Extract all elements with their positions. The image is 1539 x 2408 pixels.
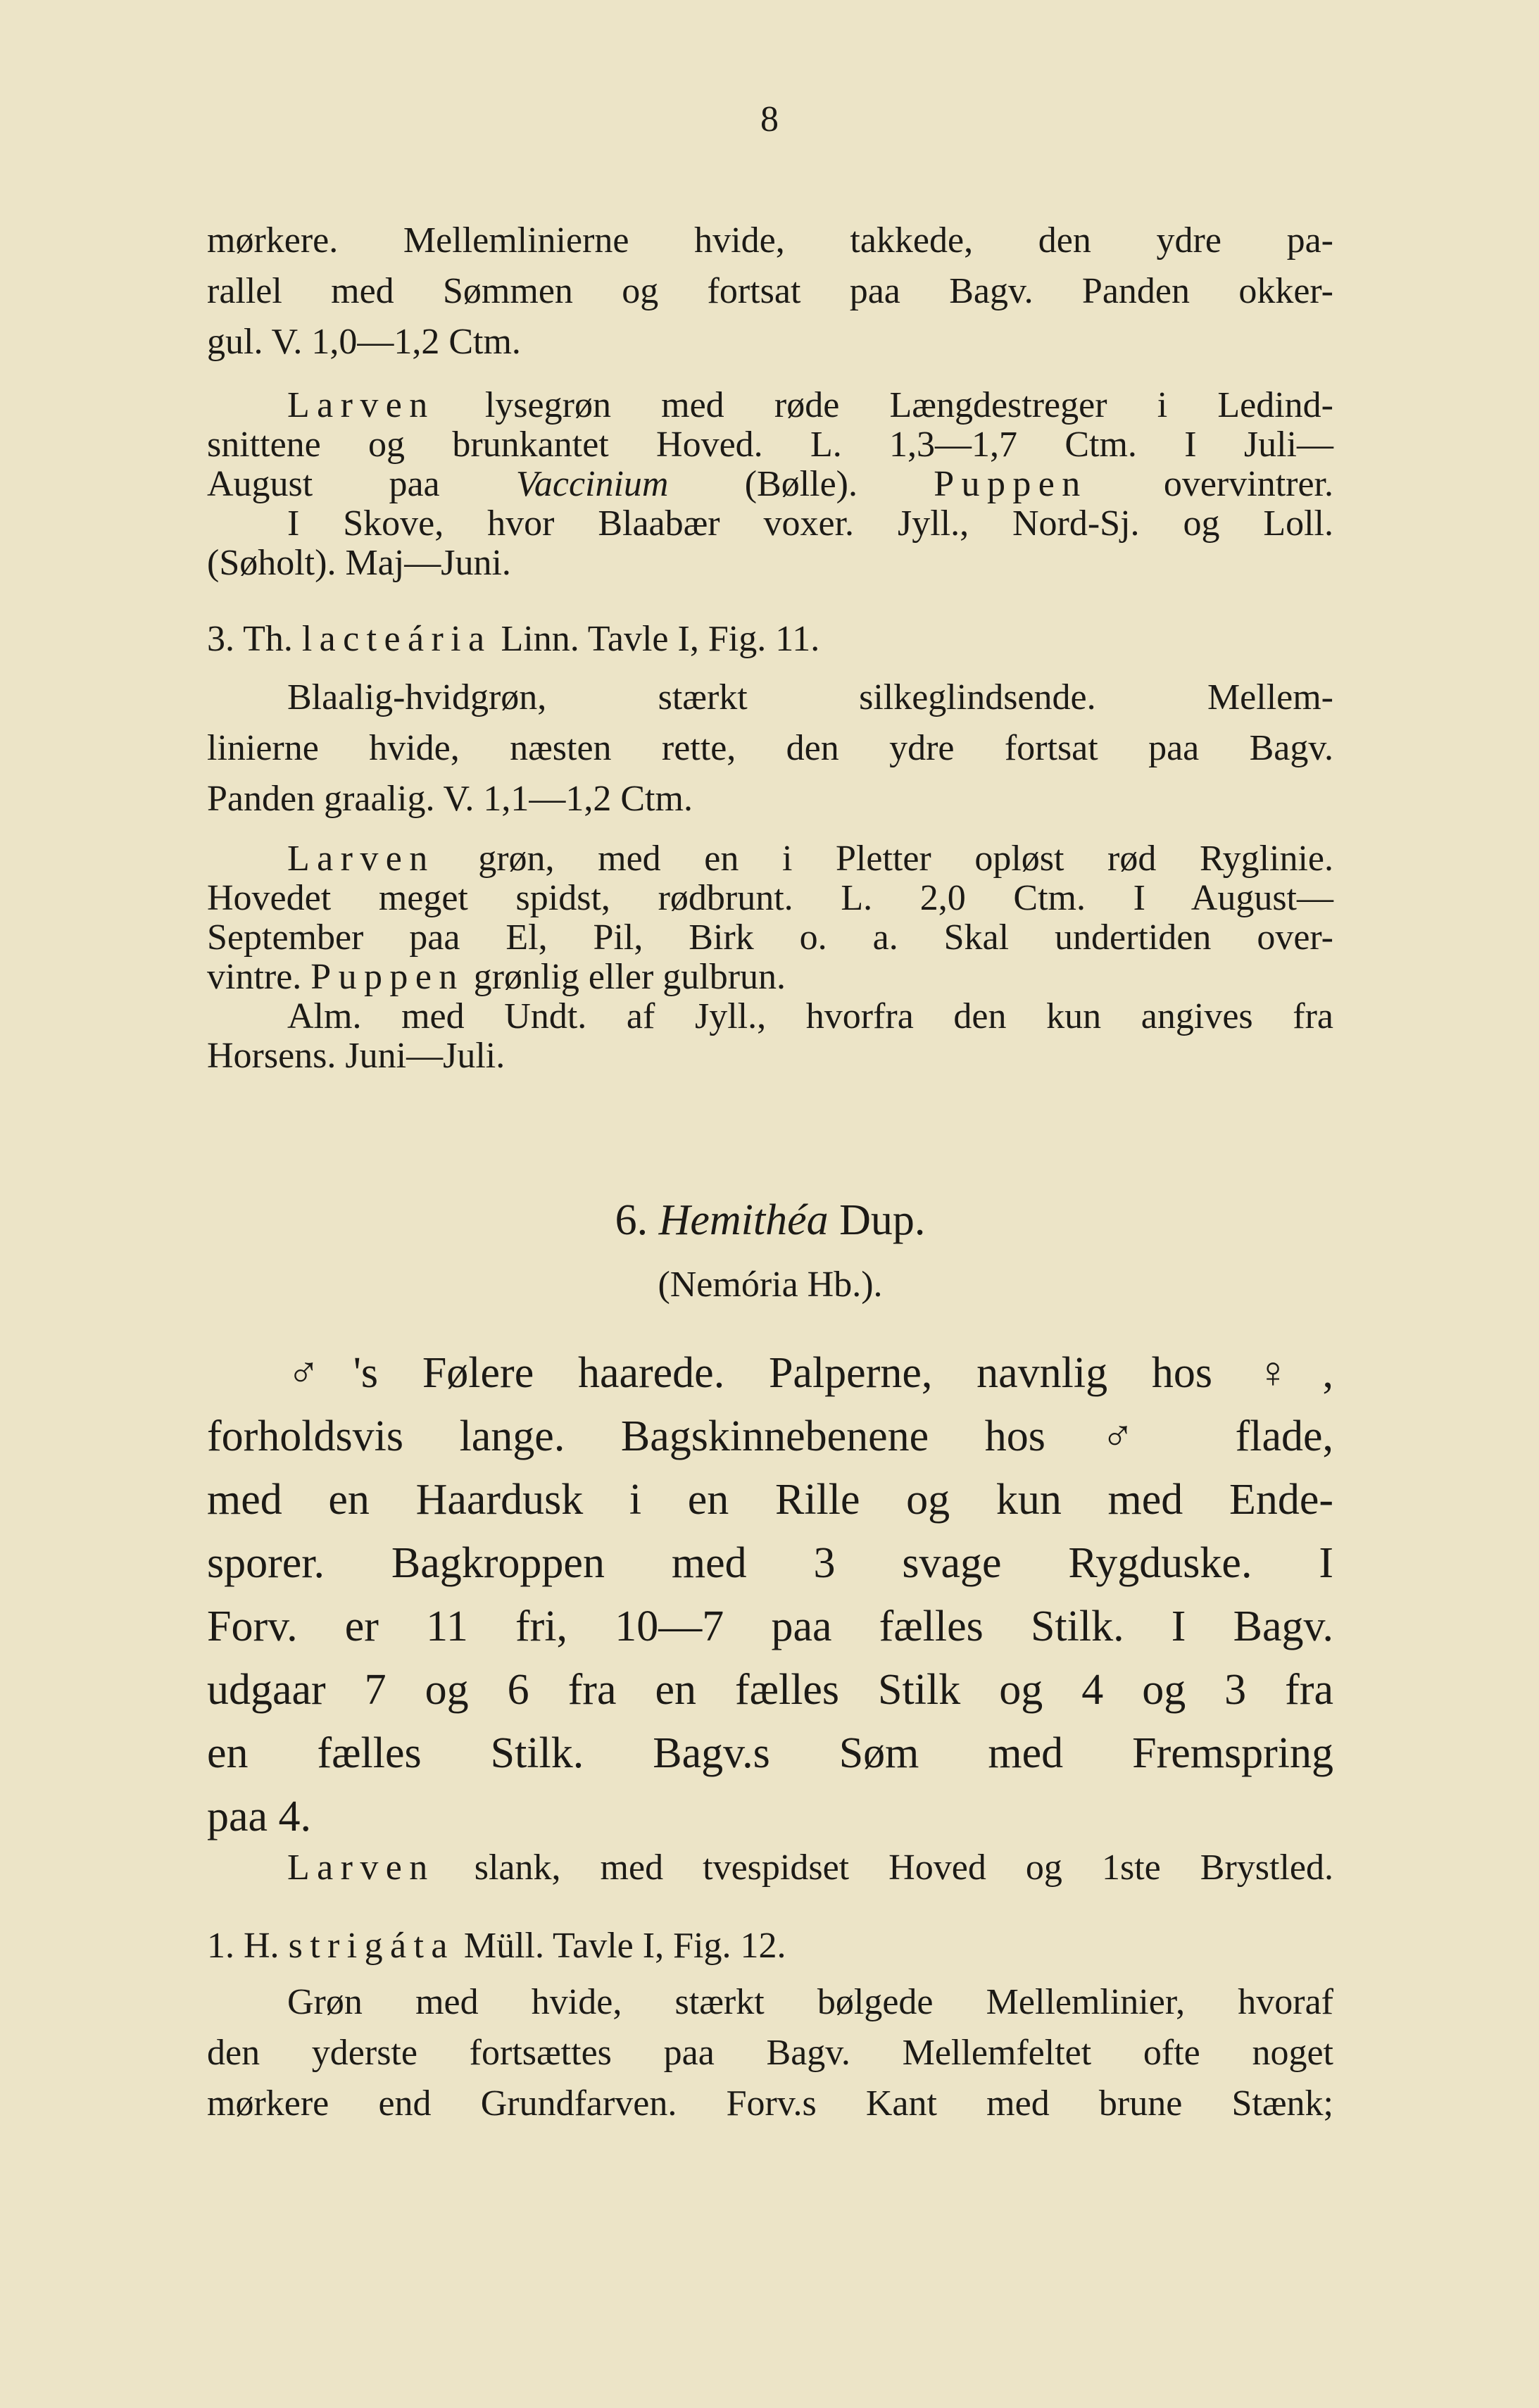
genus-abbrev: Th. <box>243 619 293 659</box>
larva-paragraph <box>207 386 1333 583</box>
species-description <box>207 1977 1333 2129</box>
larva-label: Larven <box>287 1848 435 1888</box>
text-line <box>207 839 1333 879</box>
text-line: paa 4. <box>207 1793 312 1841</box>
text-line: sporer. Bagkroppen med 3 svage Rygduske. I <box>207 1539 1333 1587</box>
genus-abbrev: H. <box>244 1926 279 1966</box>
text-line: mørkere end Grundfarven. Forv.s Kant med brune Stænk; <box>207 2083 1333 2124</box>
text-span: grønlig eller gulbrun. <box>464 957 786 997</box>
text-line: Forv. er 11 fri, 10—7 paa fælles Stilk. I Bagv. <box>207 1603 1333 1650</box>
text-span: Müll. Tavle I, Fig. 12. <box>454 1926 786 1966</box>
text-line: September paa El, Pil, Birk o. a. Skal undertiden over- <box>207 917 1333 958</box>
text-line: linierne hvide, næsten rette, den ydre fortsat paa Bagv. <box>207 728 1333 768</box>
genus-description <box>207 1341 1333 1848</box>
text-line: forholdsvis lange. Bagskinnebenene hos ♂ flade, <box>207 1412 1333 1460</box>
species-number: 3. <box>207 619 234 659</box>
text-line <box>207 386 1333 425</box>
text-line: Panden graalig. V. 1,1—1,2 Ctm. <box>207 779 693 819</box>
species-heading <box>207 1926 1333 1966</box>
text-line: I Skove, hvor Blaabær voxer. Jyll., Nord-Sj. og Loll. <box>287 503 1333 544</box>
paragraph-continuation <box>207 215 1333 368</box>
genus-name: Hemithéa <box>658 1196 829 1244</box>
text-line <box>207 1926 1333 1966</box>
text-line: (Søholt). Maj—Juni. <box>207 543 511 583</box>
text-line: snittene og brunkantet Hoved. L. 1,3—1,7 Ctm. I Juli— <box>207 425 1333 465</box>
text-span: vintre. <box>207 957 311 997</box>
text-line: Grøn med hvide, stærkt bølgede Mellemlinier, hvoraf <box>287 1982 1333 2022</box>
text-line: Hovedet meget spidst, rødbrunt. L. 2,0 Ctm. I August— <box>207 878 1333 918</box>
text-line <box>207 958 1333 997</box>
text-line: Alm. med Undt. af Jyll., hvorfra den kun angives fra <box>287 996 1333 1036</box>
text-line: ♂'s Følere haarede. Palperne, navnlig hos ♀, <box>287 1349 1333 1397</box>
text-line: med en Haardusk i en Rille og kun med Ende- <box>207 1476 1333 1524</box>
text-line: Horsens. Juni—Juli. <box>207 1036 505 1076</box>
pupa-label: Puppen <box>310 957 465 997</box>
text-line: mørkere. Mellemlinierne hvide, takkede, den ydre pa- <box>207 220 1333 261</box>
genus-author: Dup. <box>839 1196 926 1244</box>
text-line <box>207 620 1333 659</box>
pupa-label: Puppen <box>934 464 1088 504</box>
text-span: (Bølle). <box>668 464 934 504</box>
text-span: slank, med tvespidset Hoved og 1ste Brystled. <box>434 1848 1333 1888</box>
text-line: en fælles Stilk. Bagv.s Søm med Fremspring <box>207 1729 1333 1777</box>
text-line: Blaalig-hvidgrøn, stærkt silkeglindsende. Mellem- <box>287 677 1333 717</box>
text-span: grøn, med en i Pletter opløst rød Ryglinie. <box>434 839 1333 879</box>
text-span: overvintrer. <box>1087 464 1333 504</box>
species-heading <box>207 620 1333 659</box>
genus-number: 6. <box>615 1196 648 1244</box>
text-line: den yderste fortsættes paa Bagv. Mellemfeltet ofte noget <box>207 2033 1333 2073</box>
plant-name: Vaccinium <box>515 464 669 504</box>
larva-label: Larven <box>287 385 435 425</box>
larva-label: Larven <box>287 839 435 879</box>
text-span: Linn. Tavle I, Fig. 11. <box>491 619 820 659</box>
species-description <box>207 672 1333 824</box>
text-line: gul. V. 1,0—1,2 Ctm. <box>207 322 521 362</box>
page-number: 8 <box>760 99 779 139</box>
text-span: August paa <box>207 464 516 504</box>
species-name: lacteária <box>301 619 492 659</box>
text-line: udgaar 7 og 6 fra en fælles Stilk og 4 og 3 fra <box>207 1666 1333 1714</box>
species-name: strigáta <box>288 1926 455 1966</box>
genus-synonym: (Nemória Hb.). <box>658 1265 883 1305</box>
text-line: rallel med Sømmen og fortsat paa Bagv. Panden okker- <box>207 271 1333 311</box>
species-number: 1. <box>207 1926 234 1966</box>
genus-larva <box>207 1848 1333 1888</box>
text-span: lysegrøn med røde Længdestreger i Ledind- <box>484 385 1334 425</box>
text-line <box>207 465 1333 504</box>
larva-paragraph <box>207 839 1333 1076</box>
genus-heading <box>207 1196 1333 1245</box>
text-line <box>207 1848 1333 1888</box>
